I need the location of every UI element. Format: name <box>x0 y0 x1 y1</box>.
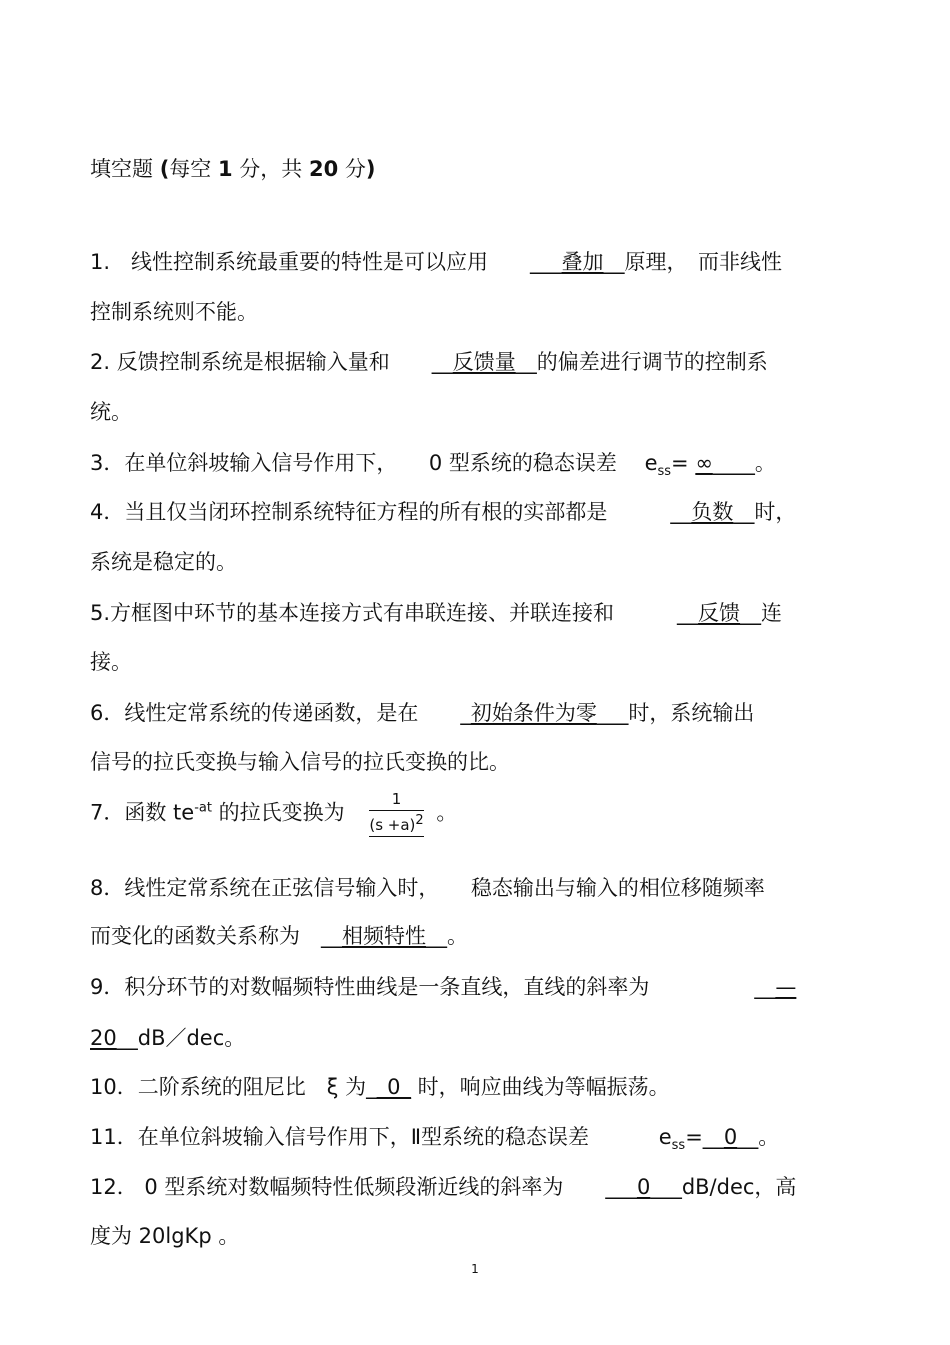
answer-7-fraction: $\frac{1}{(s +a)^2}$ <box>369 790 423 837</box>
question-2: 2. 反馈控制系统是根据输入量和 __反馈量__的偏差进行调节的控制系 <box>90 350 768 374</box>
question-3: 3．在单位斜坡输入信号作用下， 0 型系统的稳态误差 $e_{ss}=$ ∞____。 <box>90 451 776 480</box>
page-number: 1 <box>471 1262 479 1276</box>
question-11: 11．在单位斜坡输入信号作用下，Ⅱ型系统的稳态误差 $e_{ss}=\_\_0\_\_$。 <box>90 1125 780 1154</box>
question-10: 10．二阶系统的阻尼比 ξ 为__0_ 时，响应曲线为等幅振荡。 <box>90 1075 670 1099</box>
question-1: 1. 线性控制系统最重要的特性是可以应用 ___叠加__原理， 而非线性 <box>90 250 783 274</box>
answer-10: _0_ <box>376 1075 411 1099</box>
question-9: 9．积分环节的对数幅频特性曲线是一条直线，直线的斜率为 __— <box>90 975 797 999</box>
question-12: 12． 0 型系统对数幅频特性低频段渐近线的斜率为 ___0___dB/dec，高 <box>90 1175 797 1199</box>
answer-8: 相频特性 <box>342 924 426 948</box>
question-8: 8．线性定常系统在正弦信号输入时， 稳态输出与输入的相位移随频率 <box>90 876 765 900</box>
answer-11: 0 <box>723 1125 738 1149</box>
question-5-cont: 接。 <box>90 650 132 674</box>
question-6-cont: 信号的拉氏变换与输入信号的拉氏变换的比。 <box>90 750 510 774</box>
answer-12: 0 <box>636 1175 651 1199</box>
question-4-cont: 系统是稳定的。 <box>90 550 237 574</box>
question-9-cont: 20__dB／dec。 <box>90 1026 246 1050</box>
answer-1: 叠加 <box>561 250 604 274</box>
answer-9-sign: — <box>775 975 797 999</box>
question-2-cont: 统。 <box>90 400 132 424</box>
section-heading: 填空题 (每空 1 分，共 20 分) <box>90 157 376 181</box>
question-12-cont: 度为 20lgKp 。 <box>90 1224 240 1248</box>
answer-9-value: 20 <box>90 1026 117 1050</box>
answer-5: 反馈 <box>698 601 741 625</box>
answer-2: 反馈量 <box>452 350 516 374</box>
question-4: 4．当且仅当闭环控制系统特征方程的所有根的实部都是 __负数__时， <box>90 500 797 524</box>
answer-6: 初始条件为零 <box>470 701 597 725</box>
answer-3: ∞ <box>695 451 713 475</box>
question-7: 7．函数 $te^{-at}$ 的拉氏变换为 $\frac{1}{(s +a)^2}$ 。 <box>90 790 457 837</box>
question-5: 5.方框图中环节的基本连接方式有串联连接、并联连接和 __反馈__连 <box>90 601 783 625</box>
question-1-cont: 控制系统则不能。 <box>90 300 258 324</box>
question-6: 6．线性定常系统的传递函数，是在 _初始条件为零___时，系统输出 <box>90 701 755 725</box>
answer-4: 负数 <box>691 500 734 524</box>
question-8-cont: 而变化的函数关系称为 __相频特性__。 <box>90 924 468 948</box>
